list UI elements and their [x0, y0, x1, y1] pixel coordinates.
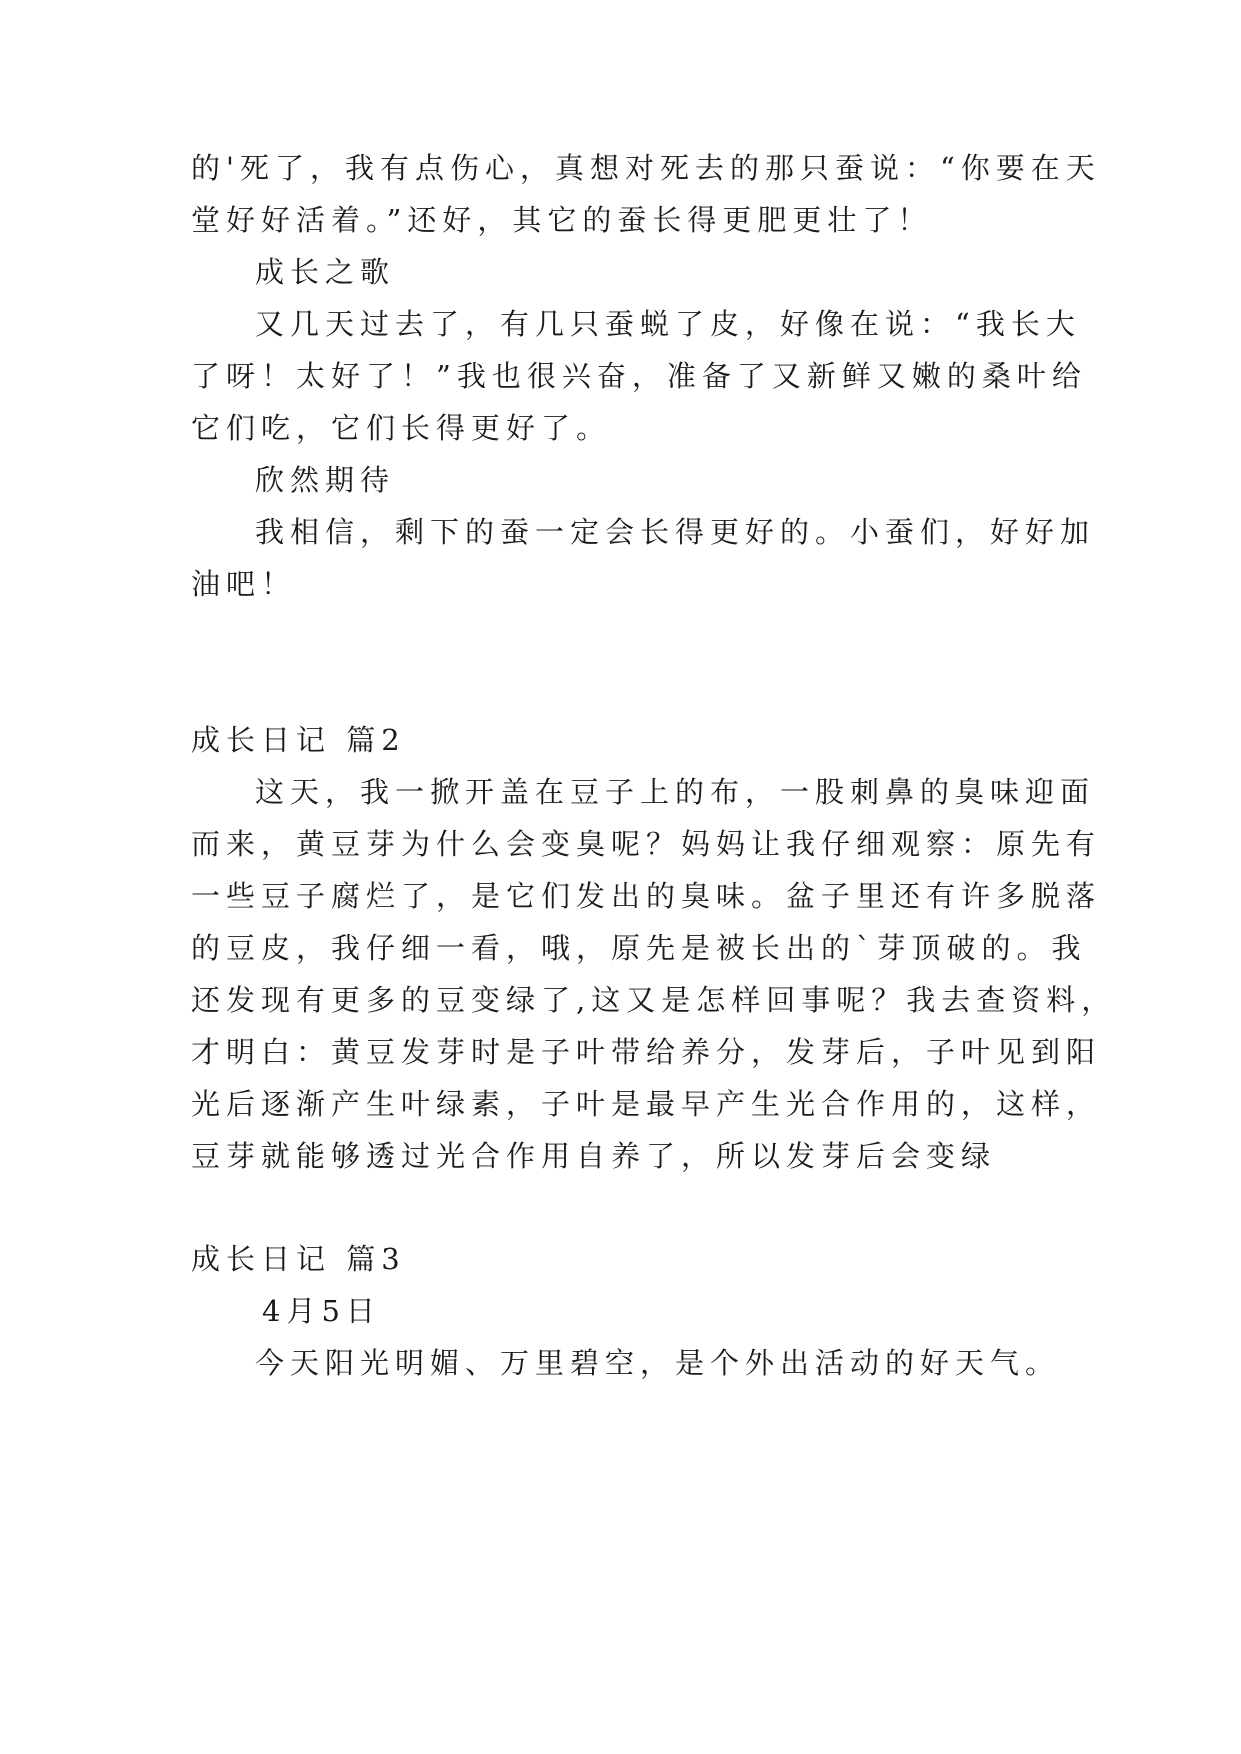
text-line: 光后逐渐产生叶绿素，子叶是最早产生光合作用的，这样，	[191, 1087, 1102, 1121]
text-line: 还发现有更多的豆变绿了,这又是怎样回事呢？我去查资料，	[191, 983, 1117, 1017]
article-heading: 成长日记 篇3	[191, 1242, 406, 1276]
text-line: 油吧！	[191, 567, 297, 601]
text-line: 而来，黄豆芽为什么会变臭呢？妈妈让我仔细观察：原先有	[191, 827, 1102, 861]
text-line: 豆芽就能够透过光合作用自养了，所以发芽后会变绿	[191, 1139, 997, 1173]
section-subtitle: 欣然期待	[255, 463, 396, 497]
section-subtitle: 成长之歌	[255, 255, 396, 289]
text-line: 了呀！太好了！”我也很兴奋，准备了又新鲜又嫩的桑叶给	[191, 359, 1087, 393]
text-line: 的豆皮，我仔细一看，哦，原先是被长出的`芽顶破的。我	[191, 931, 1087, 965]
text-line: 我相信，剩下的蚕一定会长得更好的。小蚕们，好好加	[255, 515, 1096, 549]
text-line: 才明白：黄豆发芽时是子叶带给养分，发芽后，子叶见到阳	[191, 1035, 1102, 1069]
text-line: 这天，我一掀开盖在豆子上的布，一股刺鼻的臭味迎面	[255, 775, 1096, 809]
article-heading: 成长日记 篇2	[191, 723, 406, 757]
text-line: 今天阳光明媚、万里碧空，是个外出活动的好天气。	[255, 1346, 1061, 1380]
date-line: 4月5日	[262, 1294, 381, 1328]
text-line: 的'死了，我有点伤心，真想对死去的那只蚕说：“你要在天	[191, 151, 1101, 185]
text-line: 它们吃，它们长得更好了。	[191, 411, 612, 445]
text-line: 一些豆子腐烂了，是它们发出的臭味。盆子里还有许多脱落	[191, 879, 1102, 913]
text-line: 堂好好活着。”还好，其它的蚕长得更肥更壮了！	[191, 203, 933, 237]
text-line: 又几天过去了，有几只蚕蜕了皮，好像在说：“我长大	[255, 307, 1081, 341]
